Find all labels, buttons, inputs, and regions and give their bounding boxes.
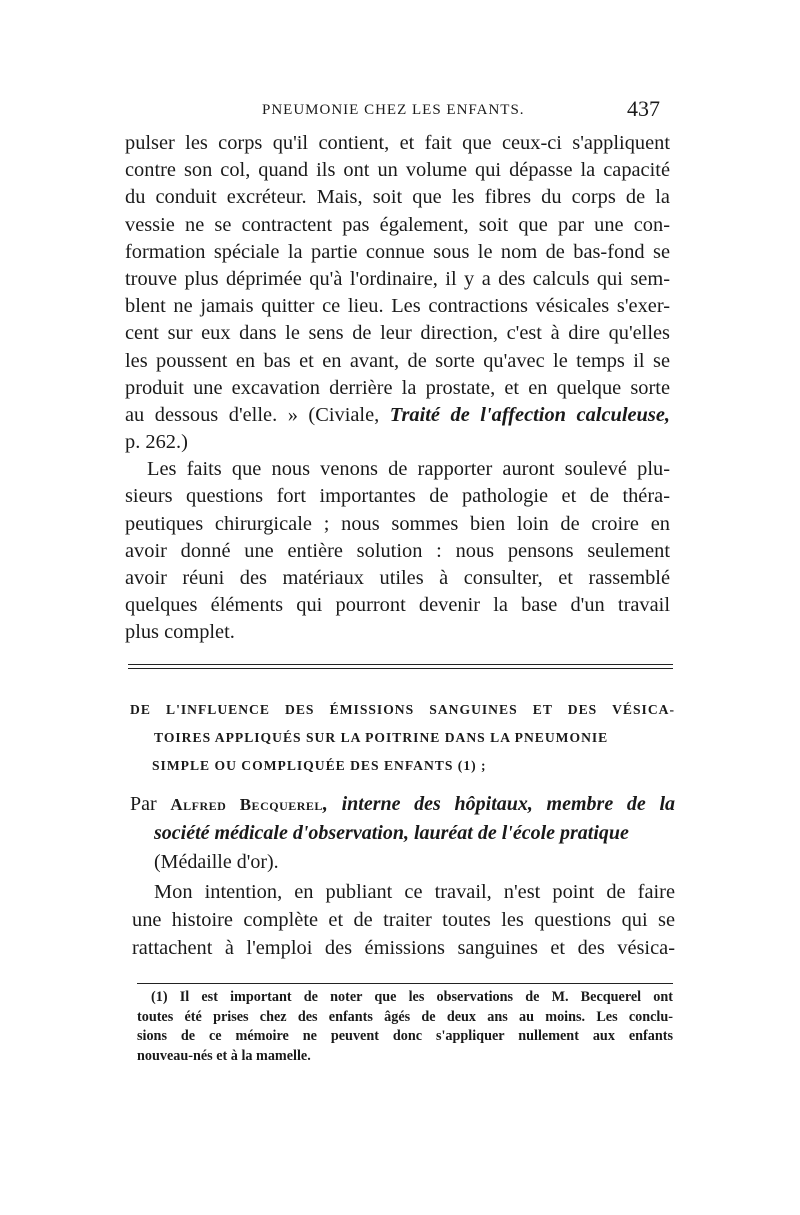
citation-prefix: au dessous d'elle. » (Civiale, bbox=[125, 403, 390, 426]
text-line: cent sur eux dans le sens de leur direction, c'est à dire qu'elles bbox=[125, 322, 670, 345]
text-line: les poussent en bas et en avant, de sorte qu'avec le temps il se bbox=[125, 349, 670, 372]
author-role: , interne des hôpitaux, membre de la bbox=[322, 793, 675, 815]
footnote-line: nouveau-nés et à la mamelle. bbox=[137, 1047, 311, 1064]
running-title: PNEUMONIE CHEZ LES ENFANTS. bbox=[262, 102, 525, 118]
body-text-continuation bbox=[125, 130, 670, 647]
text-line: peutiques chirurgicale ; nous sommes bien loin de croire en bbox=[125, 512, 670, 535]
heading-line: SIMPLE OU COMPLIQUÉE DES ENFANTS (1) ; bbox=[152, 758, 487, 773]
footnote-line: (1) Il est important de noter que les observations de M. Becquerel ont bbox=[151, 989, 673, 1005]
text-line: Mon intention, en publiant ce travail, n'est point de faire bbox=[154, 881, 675, 903]
heading-line: DE L'INFLUENCE DES ÉMISSIONS SANGUINES ET DES VÉSICA- bbox=[130, 702, 675, 717]
text-line: plus complet. bbox=[125, 621, 235, 644]
award: (Médaille d'or). bbox=[154, 851, 279, 873]
byline-line bbox=[130, 790, 675, 819]
page-number: 437 bbox=[627, 96, 660, 121]
footnote-divider bbox=[137, 983, 673, 984]
author-name: Alfred Becquerel bbox=[170, 795, 323, 814]
text-line: trouve plus déprimée qu'à l'ordinaire, il y a des calculs qui sem- bbox=[125, 267, 670, 290]
article-heading bbox=[130, 696, 675, 780]
text-line: quelques éléments qui pourront devenir la base d'un travail bbox=[125, 594, 670, 617]
citation-title: Traité de l'affection calculeuse, bbox=[389, 403, 670, 426]
running-head bbox=[130, 96, 660, 126]
byline-par: Par bbox=[130, 793, 171, 815]
text-line: sieurs questions fort importantes de pathologie et de théra- bbox=[125, 485, 670, 508]
text-line: contre son col, quand ils ont un volume qui dépasse la capacité bbox=[125, 159, 670, 182]
text-line: vessie ne se contractent pas également, soit que par une con- bbox=[125, 213, 670, 236]
footnote-line: toutes été prises chez des enfants âgés de deux ans au moins. Les conclu- bbox=[137, 1008, 673, 1025]
text-line: blent ne jamais quitter ce lieu. Les contractions vésicales s'exer- bbox=[125, 295, 670, 318]
text-line: avoir réuni des matériaux utiles à consulter, et rassemblé bbox=[125, 567, 670, 589]
footnote-line: sions de ce mémoire ne peuvent donc s'appliquer nullement aux enfants bbox=[137, 1028, 673, 1044]
text-line: une histoire complète et de traiter toutes les questions qui se bbox=[132, 909, 675, 931]
text-line: formation spéciale la partie connue sous le nom de bas-fond se bbox=[125, 240, 670, 263]
text-line: produit une excavation derrière la prostate, et en quelque sorte bbox=[125, 376, 670, 399]
section-divider bbox=[128, 664, 673, 669]
article-intro bbox=[132, 878, 675, 962]
citation-line bbox=[125, 402, 670, 429]
text-line: avoir donné une entière solution : nous pensons seulement bbox=[125, 539, 670, 562]
text-line: du conduit excréteur. Mais, soit que les fibres du corps de la bbox=[125, 186, 670, 209]
author-role-line: société médicale d'observation, lauréat de l'école pratique bbox=[154, 822, 629, 844]
citation-end: p. 262.) bbox=[125, 431, 188, 454]
text-line: Les faits que nous venons de rapporter auront soulevé plu- bbox=[147, 458, 670, 481]
text-line: pulser les corps qu'il contient, et fait que ceux-ci s'appliquent bbox=[125, 132, 670, 154]
byline bbox=[130, 790, 675, 877]
footnote bbox=[137, 988, 673, 1066]
heading-line: TOIRES APPLIQUÉS SUR LA POITRINE DANS LA PNEUMONIE bbox=[154, 730, 609, 745]
text-line: rattachent à l'emploi des émissions sanguines et des vésica- bbox=[132, 937, 675, 959]
